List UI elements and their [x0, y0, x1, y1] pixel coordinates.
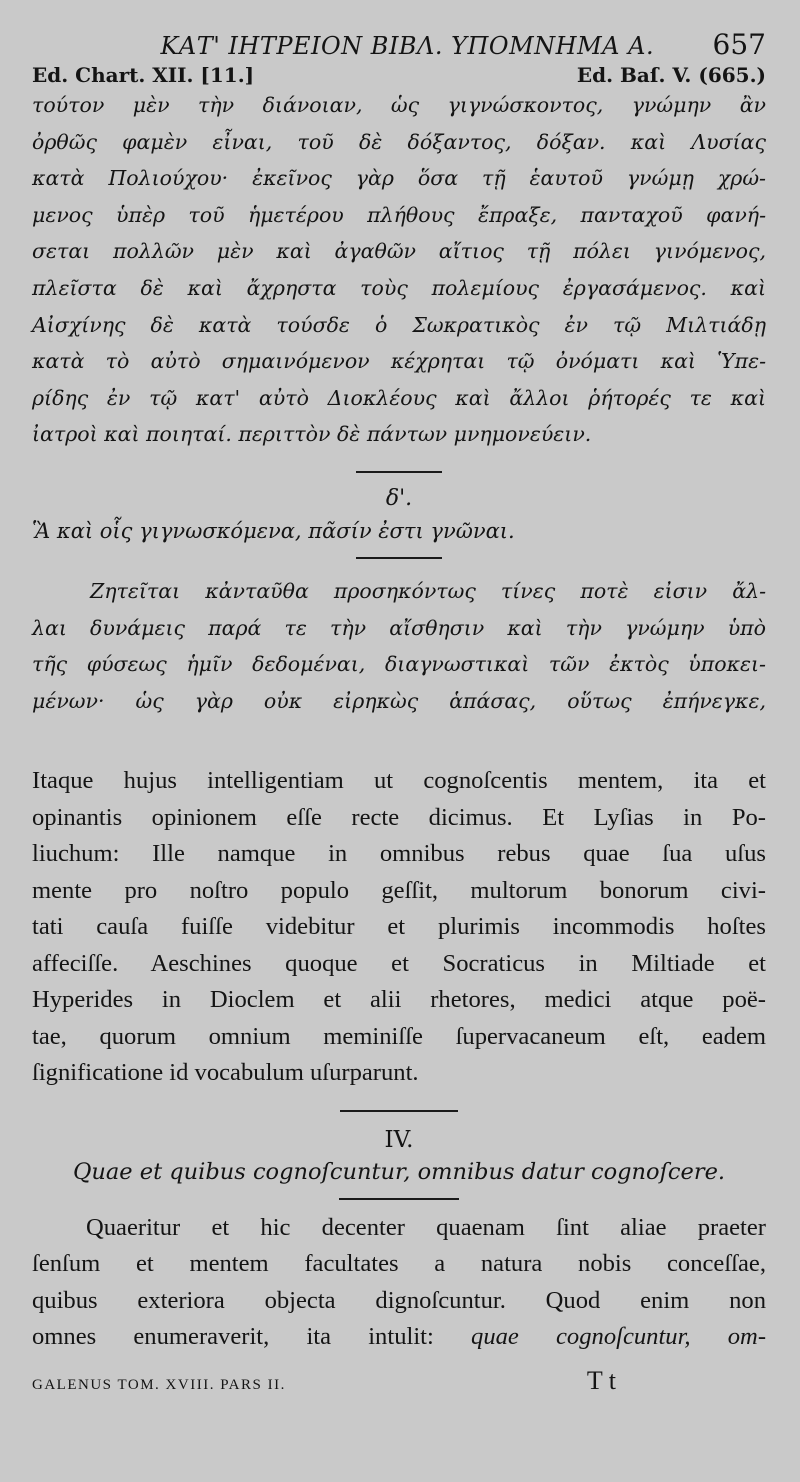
latin-line: ſignificatione id vocabulum uſurparunt. [32, 1059, 419, 1087]
section-divider [340, 1110, 458, 1112]
greek-section-number: δ'. [385, 485, 413, 511]
greek-line: κατὰ τὸ αὐτὸ σημαινόμενον κέχρηται τῷ ὀνόματι καὶ Ὑπε- [32, 349, 766, 374]
latin-line: tae, quorum omnium meminiſſe ſupervacaneum eſt, eadem [32, 1022, 766, 1050]
latin-line: Itaque hujus intelligentiam ut cognoſcentis mentem, ita et [32, 767, 766, 795]
latin-paragraph-1 [32, 763, 766, 1092]
latin-line: liuchum: Ille namque in omnibus rebus quae ſua uſus [32, 840, 766, 868]
section-divider [356, 471, 442, 473]
section-divider [339, 1198, 459, 1200]
signature-mark: T t [586, 1365, 616, 1395]
latin-line: Hyperides in Dioclem et alii rhetores, medici atque poë- [32, 986, 766, 1014]
greek-line: σεται πολλῶν μὲν καὶ ἀγαθῶν αἴτιος τῇ πόλει γινόμενος, [32, 239, 766, 264]
greek-line: ὀρθῶς φαμὲν εἶναι, τοῦ δὲ δόξαντος, δόξαν. καὶ Λυσίας [32, 129, 766, 154]
latin-line: tati cauſa fuiſſe videbitur et plurimis incommodis hoſtes [32, 913, 766, 941]
greek-line: κατὰ Πολιούχου· ἐκεῖνος γὰρ ὅσα τῇ ἑαυτοῦ γνώμῃ χρώ- [32, 166, 766, 191]
page-footer [32, 1366, 766, 1396]
latin-line: affeciſſe. Aeschines quoque et Socraticus in Miltiade et [32, 949, 766, 977]
running-title: ΚΑΤ' ΙΗΤΡΕΙΟΝ ΒΙΒΛ. ΥΠΟΜΝΗΜΑ Α. [160, 32, 655, 60]
latin-lemma: Quae et quibus cognoſcuntur, omnibus datur cognoſcere. [72, 1158, 726, 1185]
latin-line: ſenſum et mentem facultates a natura nobis conceſſae, [32, 1250, 766, 1278]
signature-line: GALENUS TOM. XVIII. PARS II. [32, 1376, 286, 1393]
edition-line [32, 63, 766, 87]
greek-line: ἰατροὶ καὶ ποιηταί. περιττὸν δὲ πάντων μνημονεύειν. [32, 422, 592, 447]
greek-line: λαι δυνάμεις παρά τε τὴν αἴσθησιν καὶ τὴν γνώμην ὑπὸ [32, 615, 766, 640]
latin-line [32, 1319, 766, 1356]
running-header [32, 0, 766, 61]
latin-line-plain: omnes enumeraverit, ita intulit: [32, 1323, 472, 1351]
latin-line: Quaeritur et hic decenter quaenam ſint aliae praeter [86, 1213, 766, 1241]
edition-basel: Ed. Baſ. V. (665.) [576, 63, 766, 87]
greek-line: πλεῖστα δὲ καὶ ἄχρηστα τοὺς πολεμίους ἐργασάμενος. καὶ [32, 275, 766, 300]
edition-chartier: Ed. Chart. XII. [11.] [32, 63, 255, 87]
latin-line: opinantis opinionem eſſe recte dicimus. Et Lyſias in Po- [32, 803, 766, 831]
greek-line: μενος ὑπὲρ τοῦ ἡμετέρου πλήθους ἔπραξε, πανταχοῦ φανή- [32, 202, 766, 227]
latin-section-number: IV. [384, 1126, 414, 1153]
greek-line: ρίδης ἐν τῷ κατ' αὐτὸ Διοκλέους καὶ ἄλλοι ῥήτορές τε καὶ [32, 385, 766, 410]
section-divider [356, 557, 442, 559]
greek-line: Αἰσχίνης δὲ κατὰ τούσδε ὁ Σωκρατικὸς ἐν τῷ Μιλτιάδῃ [32, 312, 766, 337]
greek-line: τούτον μὲν τὴν διάνοιαν, ὡς γιγνώσκοντος, γνώμην ἂν [32, 93, 766, 117]
latin-line: quibus exteriora objecta dignoſcuntur. Quod enim non [32, 1286, 766, 1314]
greek-line: Ζητεῖται κἀνταῦθα προσηκόντως τίνες ποτὲ εἰσιν ἄλ- [90, 578, 766, 603]
page-number: 657 [712, 28, 766, 61]
latin-line-italic: quae cognoſcuntur, om- [471, 1323, 767, 1351]
latin-paragraph-2 [32, 1210, 766, 1356]
greek-paragraph-1 [32, 87, 766, 453]
latin-line: mente pro noſtro populo geſſit, multorum bonorum civi- [32, 876, 766, 904]
greek-line: μένων· ὡς γὰρ οὐκ εἰρηκὼς ἁπάσας, οὕτως ἐπήνεγκε, [32, 688, 766, 713]
greek-lemma: Ἃ καὶ οἷς γιγνωσκόμενα, πᾶσίν ἐστι γνῶναι. [32, 518, 515, 543]
greek-line: τῆς φύσεως ἡμῖν δεδομέναι, διαγνωστικαὶ τῶν ἐκτὸς ὑποκει- [32, 652, 766, 677]
greek-paragraph-2 [32, 573, 766, 719]
